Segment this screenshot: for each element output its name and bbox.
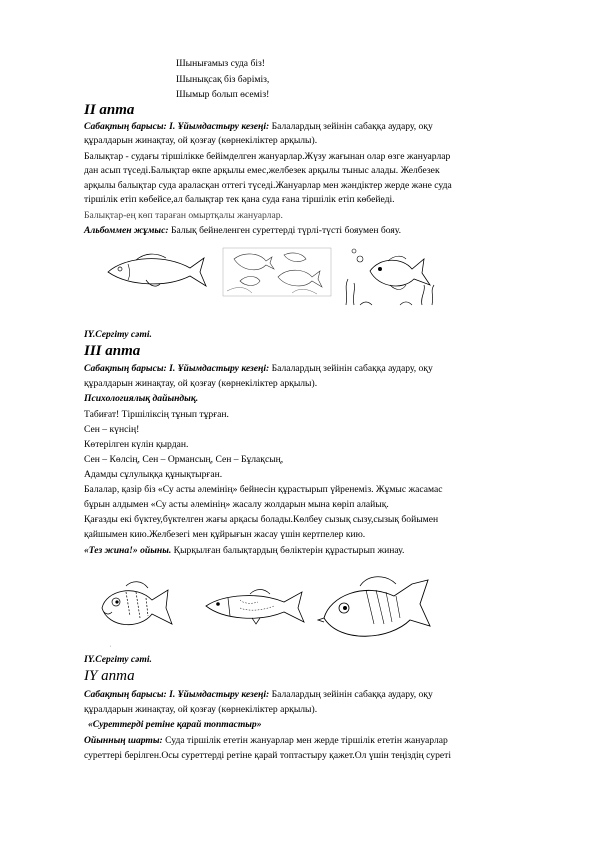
psych-heading: Психологиялық дайындық. [84,393,199,404]
lesson-text: Балалардың зейінін сабаққа аудару, оқу [269,363,433,374]
week-2-para-2: дан асып түседі.Балықтар өкпе арқылы емес,желбезек арқылы тыныс алады. Желбезек [84,165,440,176]
week-3-para-1: Балалар, қазір біз «Су асты әлемінің» бейнесін құрастырып үйренеміз. Жұмыс жасамас [84,484,443,495]
album-work-line [84,225,401,237]
week-2-lesson-line-2: құралдарын жинақтау, ой қозғау (көрнекіліктер арқылы). [84,135,318,146]
week-3-lesson-line-2: құралдарын жинақтау, ой қозғау (көрнекіліктер арқылы). [84,378,318,389]
aquarium-fish-icon [340,245,440,307]
week-3-break [84,654,152,666]
week-3-lesson-line-1 [84,363,433,375]
week-3-heading: III апта [84,343,141,359]
week-2-para-1: Балықтар - судағы тіршілікке бейімделген жануарлар.Жүзу жағынан олар өзге жануарлар [84,151,451,162]
week-2-heading: II апта [84,102,135,118]
trout-icon [200,586,310,628]
rules-label: Ойынның шарты: [84,735,163,746]
game-label: «Тез жина!» ойыны. [84,545,172,556]
album-label: Альбоммен жұмыс: [84,225,169,236]
week-4-game-title: «Суреттерді ретіне қарай топтастыр» [88,719,262,730]
fish-group-icon [222,247,332,297]
album-text: Балық бейнеленген суреттерді түрлі-түсті бояумен бояу. [168,225,402,236]
verse-line-1: Табиғат! Тіршіліксің тұнып тұрған. [84,409,229,420]
week-2-para-3: арқылы балықтар суда араласқан оттегі түседі.Жануарлар мен жәндіктер жерде және суда [84,180,452,191]
image-caption-mark: ▪ [110,644,112,648]
lesson-label: Сабақтың барысы: I. Ұйымдастыру кезеңі: [84,121,270,132]
week-2-para-5: Балықтар-ең көп тараған омыртқалы жануарлар. [84,210,283,221]
week-4-heading: IY апта [84,668,135,684]
week-3-para-4: қайшымен кию.Желбезегі мен құйрығын жасау үшін кертпелер кию. [84,529,366,540]
lesson-text: Балалардың зейінін сабаққа аудару, оқу [269,121,433,132]
week-4-lesson-line-2: құралдарын жинақтау, ой қозғау (көрнекіліктер арқылы). [84,704,318,715]
poem-line-3: Шымыр болып өсеміз! [176,89,270,100]
fish-outline-icon [96,250,208,292]
verse-line-2: Сен – күнсің! [84,424,140,435]
game-text: Қырқылған балықтардың бөліктерін құрастырып жинау. [171,545,405,556]
verse-line-4: Сен – Көлсің, Сен – Ормансың, Сен – Бұлақсың, [84,454,284,465]
game-line [84,545,404,557]
rules-text: Суда тіршілік ететін жануарлар мен жерде тіршілік ететін жануарлар [162,735,448,746]
break-label: IY.Сергіту сәті. [84,654,152,665]
poem-line-2: Шынықсақ біз бәріміз, [176,74,270,85]
lesson-label: Сабақтың барысы: I. Ұйымдастыру кезеңі: [84,363,270,374]
lesson-text: Балалардың зейінін сабаққа аудару, оқу [269,689,433,700]
cartoon-fish-icon [96,576,178,636]
lesson-label: Сабақтың барысы: I. Ұйымдастыру кезеңі: [84,689,270,700]
verse-line-5: Адамды сұлулыққа құнықтырған. [84,469,223,480]
week-2-lesson-line-1 [84,121,433,133]
rules-line-1 [84,735,448,747]
week-3-para-2: бұрын алдымен «Су асты әлемінің» жасалу жолдарын мына көріп алайық. [84,499,389,510]
week-4-lesson-line-1 [84,689,433,701]
week-2-break: IY.Сергіту сәті. [84,329,152,340]
big-fish-icon [316,574,438,648]
rules-line-2: суреттері берілген.Осы суреттерді ретіне қарай топтастыру қажет.Ол үшін теңіздің суреті [84,750,451,761]
verse-line-3: Көтерілген күлін қырдан. [84,439,189,450]
poem-line-1: Шынығамыз суда біз! [176,58,265,69]
week-2-para-4: тіршілік етіп көбейсе,ал балықтар тек қана суда ғана тіршілік етіп көбейеді. [84,194,395,205]
week-3-para-3: Қағазды екі бүктеу,бүктелген жағы арқасы болады.Көлбеу сызық сызу,сызық бойымен [84,514,439,525]
